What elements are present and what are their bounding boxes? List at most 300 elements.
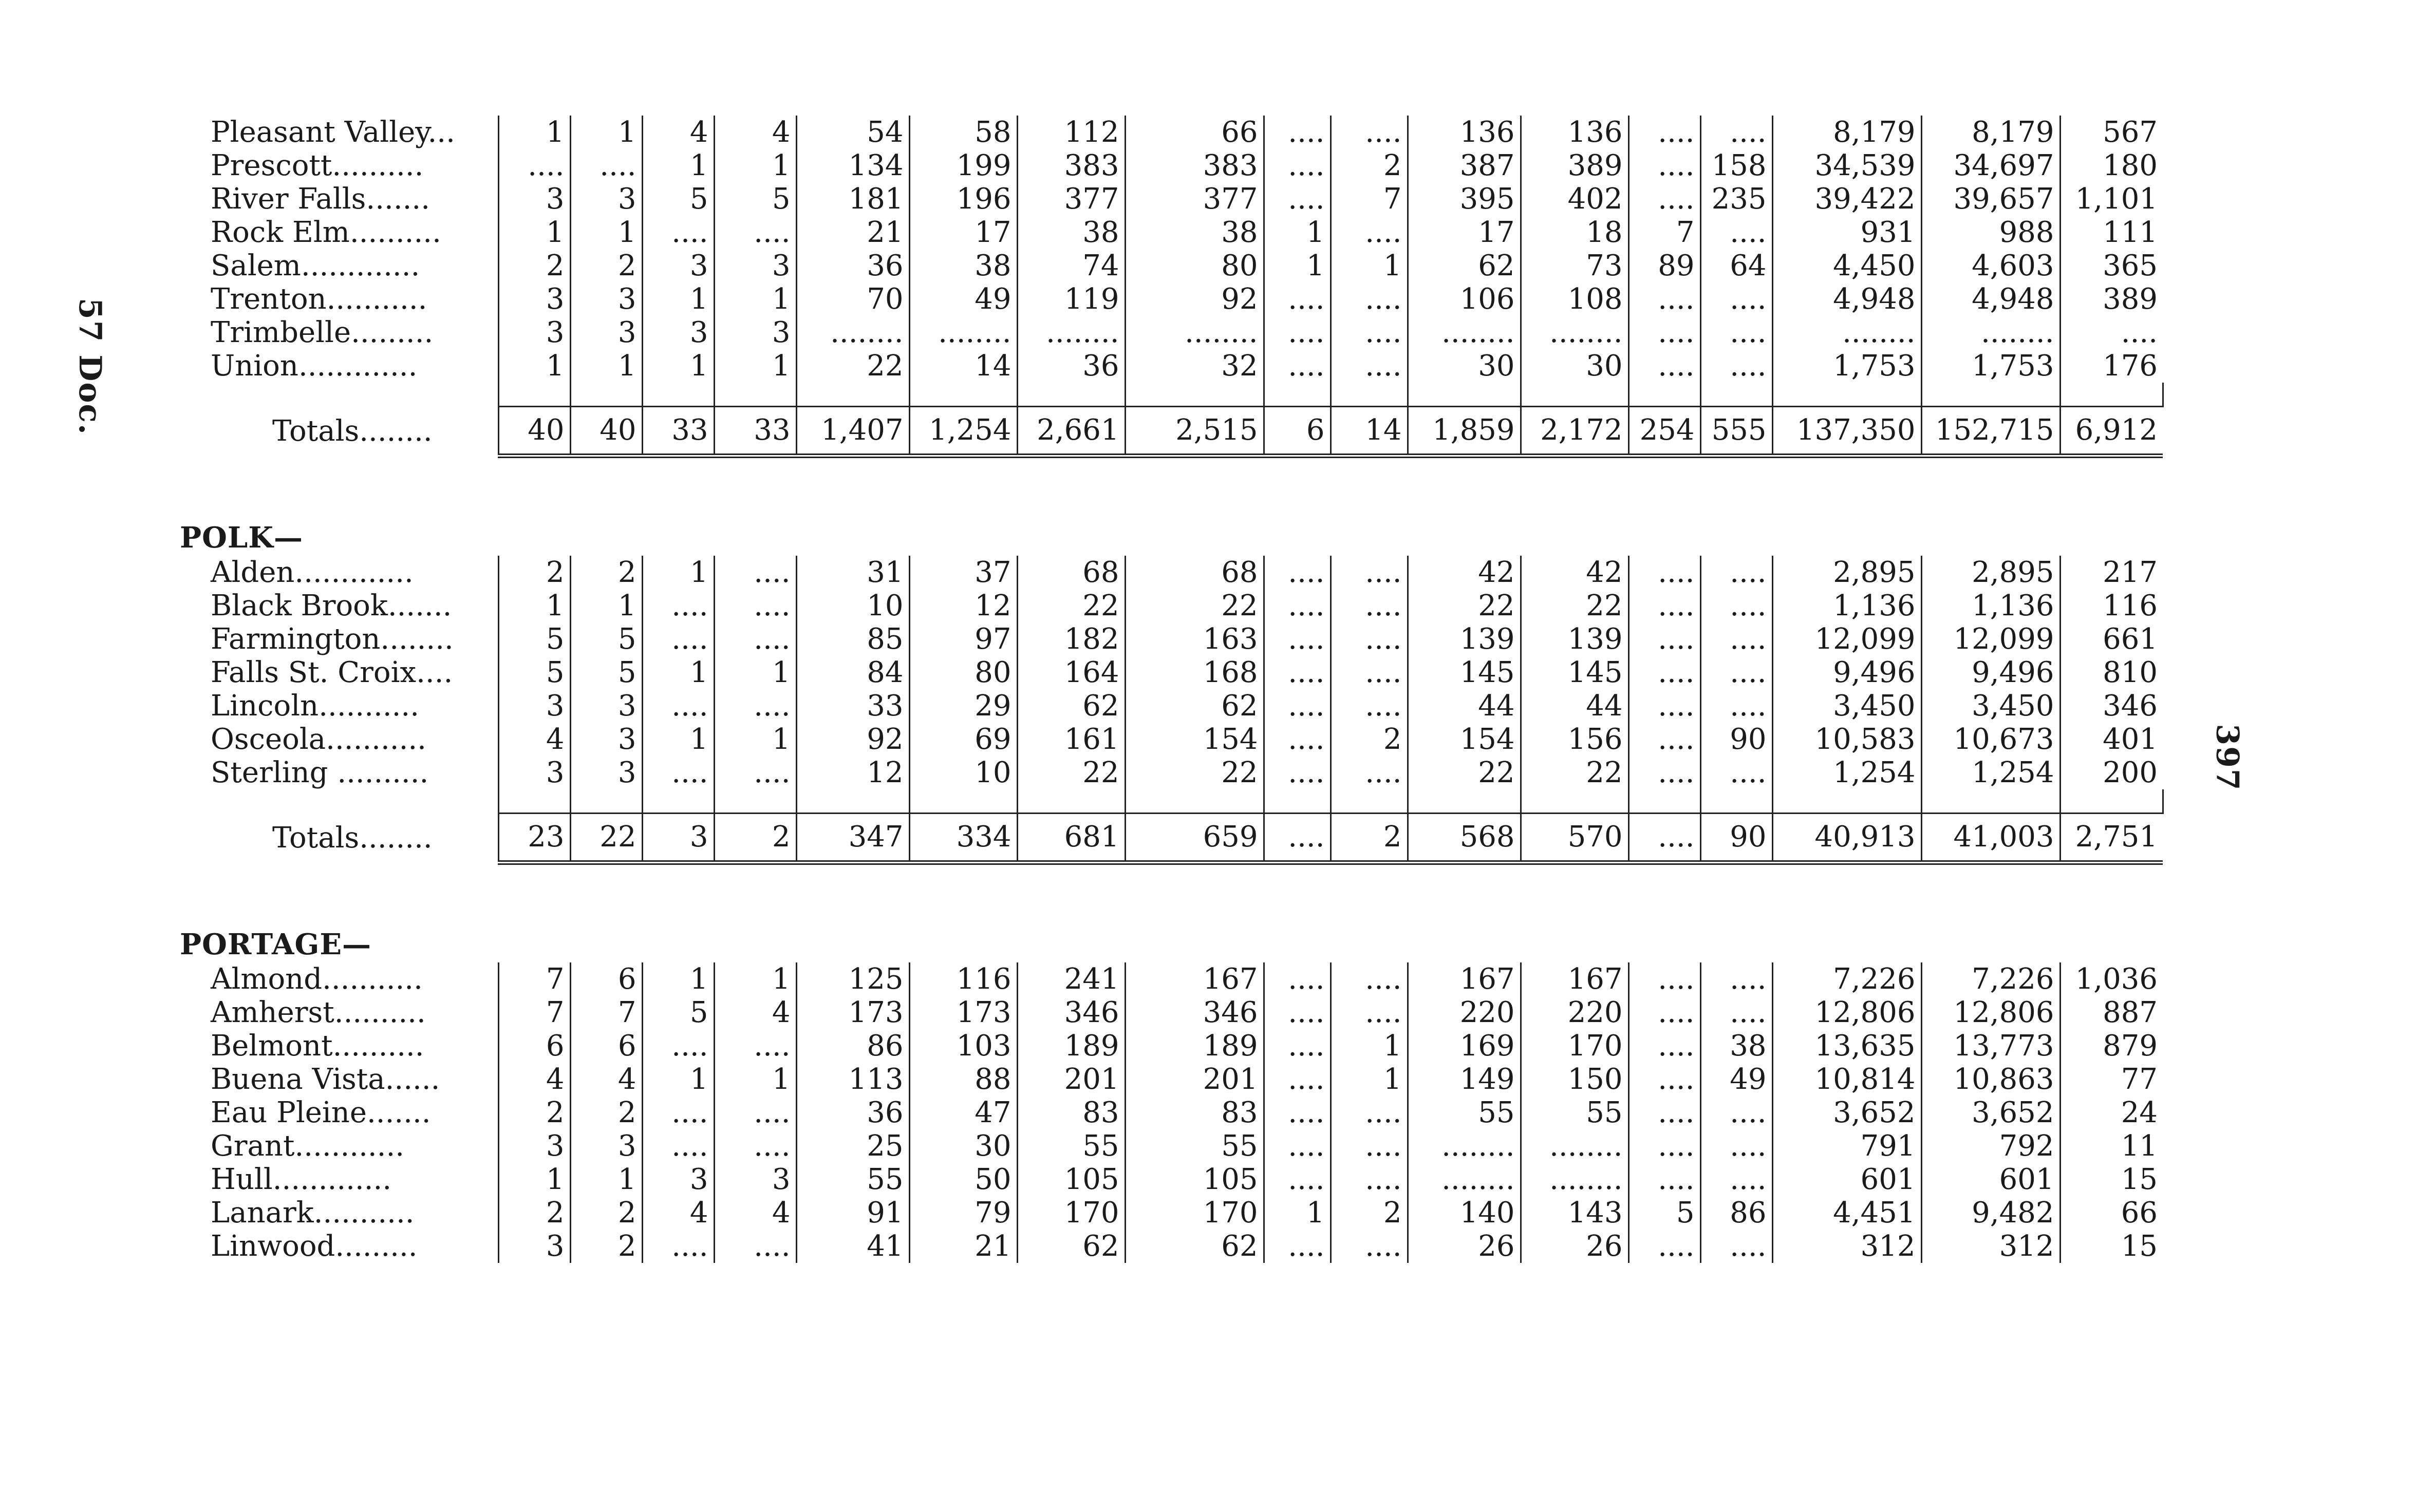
table-cell: 136: [1408, 116, 1521, 149]
table-cell: ....: [1700, 756, 1772, 789]
table-cell: [909, 383, 1017, 407]
table-cell: [714, 789, 796, 814]
table-cell: ....: [1700, 622, 1772, 656]
table-cell: 111: [2103, 216, 2158, 249]
table-cell: [1017, 789, 1125, 814]
table-cell: 38: [1700, 1029, 1772, 1063]
table-row-label: Union.............: [170, 349, 498, 383]
table-cell: [796, 789, 909, 814]
table-cell: ....: [1264, 622, 1331, 656]
table-cell: 1: [714, 282, 796, 316]
table-cell: [909, 789, 1017, 814]
table-cell: 4,450: [1772, 249, 1921, 282]
table-cell: ....: [1331, 349, 1408, 383]
table-cell: 55: [796, 1163, 909, 1196]
table-cell: ....: [1628, 814, 1700, 863]
table-cell: 167: [1125, 962, 1264, 996]
table-cell: 108: [1521, 282, 1628, 316]
table-cell: 3,652: [1921, 1096, 2060, 1129]
table-cell: [1700, 863, 1772, 927]
table-cell: 34,539: [1772, 149, 1921, 182]
table-cell: ....: [1264, 1129, 1331, 1163]
table-cell: 139: [1521, 622, 1628, 656]
table-row-label: Belmont..........: [170, 1029, 498, 1063]
table-cell: 36: [796, 249, 909, 282]
table-cell: ....: [1264, 814, 1331, 863]
table-cell: 168: [1125, 656, 1264, 689]
table-cell: 145: [1408, 656, 1521, 689]
table-cell: 1: [714, 962, 796, 996]
table-cell: 6,912: [2060, 407, 2163, 456]
table-cell: [1331, 863, 1408, 927]
table-cell: ....: [1331, 216, 1408, 249]
table-cell: ....: [1264, 589, 1331, 622]
table-cell: 69: [909, 723, 1017, 756]
table-cell: 86: [1700, 1196, 1772, 1230]
table-cell: 4: [498, 723, 570, 756]
table-cell: 116: [2103, 589, 2158, 622]
table-cell: ....: [1700, 316, 1772, 349]
table-cell: 79: [909, 1196, 1017, 1230]
table-cell: 365: [2103, 249, 2158, 282]
table-row: [170, 182, 2163, 216]
table-cell: 38: [909, 249, 1017, 282]
table-cell: 3: [498, 316, 570, 349]
table-cell: 23: [498, 814, 570, 863]
table-cell: 1,036: [2075, 962, 2158, 996]
table-row-label: Alden.............: [170, 556, 498, 589]
table-cell: 12,099: [1921, 622, 2060, 656]
table-cell: 143: [1521, 1196, 1628, 1230]
table-cell: 136: [1521, 116, 1628, 149]
table-cell: 681: [1017, 814, 1125, 863]
table-cell: [796, 383, 909, 407]
table-row: [170, 656, 2163, 689]
table-cell: [1125, 383, 1264, 407]
table-cell: 173: [909, 996, 1017, 1029]
table-cell: 402: [1521, 182, 1628, 216]
table-cell: 4: [498, 1063, 570, 1096]
table-cell: ....: [1700, 1163, 1772, 1196]
table-cell: 40: [570, 407, 642, 456]
table-cell: 5: [714, 182, 796, 216]
table-row-label: Black Brook.......: [170, 589, 498, 622]
table-cell: 3: [498, 282, 570, 316]
table-row: [170, 1196, 2163, 1230]
table-cell: ....: [1264, 282, 1331, 316]
table-cell: [570, 789, 642, 814]
table-cell: [498, 789, 570, 814]
table-cell: 84: [796, 656, 909, 689]
heading-filler: [498, 520, 2163, 556]
table-cell: 4: [570, 1063, 642, 1096]
table-cell: 2: [1331, 723, 1408, 756]
table-cell: 54: [796, 116, 909, 149]
table-cell: ....: [714, 556, 796, 589]
table-row: [170, 282, 2163, 316]
table-cell: [909, 456, 1017, 520]
table-cell: 5: [570, 656, 642, 689]
table-cell: 395: [1408, 182, 1521, 216]
table-cell: 3,652: [1772, 1096, 1921, 1129]
table-cell: 21: [909, 1230, 1017, 1263]
side-page-number: 397: [2209, 724, 2245, 791]
table-cell: 7: [1331, 182, 1408, 216]
totals-row: [170, 814, 2163, 863]
table-cell: 8,179: [1772, 116, 1921, 149]
table-cell: ........: [1408, 1163, 1521, 1196]
table-cell: 40: [498, 407, 570, 456]
table-cell: 1,254: [909, 407, 1017, 456]
table-cell: 1: [570, 116, 642, 149]
table-cell: 1: [642, 282, 714, 316]
table-cell: [1408, 383, 1521, 407]
table-cell: ........: [1772, 316, 1921, 349]
table-cell: [1521, 383, 1628, 407]
table-cell: 2,751: [2060, 814, 2163, 863]
table-row-label: Salem.............: [170, 249, 498, 282]
table-cell: 389: [1521, 149, 1628, 182]
table-cell: 22: [1017, 589, 1125, 622]
table-cell: ....: [1700, 556, 1772, 589]
table-cell: 1: [570, 1163, 642, 1196]
table-cell: 220: [1408, 996, 1521, 1029]
table-cell: ....: [1628, 349, 1700, 383]
table-cell: 167: [1521, 962, 1628, 996]
table-cell: [1521, 863, 1628, 927]
table-cell: 152,715: [1921, 407, 2060, 456]
table-cell: 555: [1700, 407, 1772, 456]
table-cell: [1408, 456, 1521, 520]
table-cell: ....: [1264, 656, 1331, 689]
table-cell: 12: [909, 589, 1017, 622]
table-cell: 80: [909, 656, 1017, 689]
table-cell: ....: [1264, 316, 1331, 349]
table-cell: 1: [714, 149, 796, 182]
table-cell: 83: [1125, 1096, 1264, 1129]
table-cell: ....: [498, 149, 570, 182]
table-cell: 346: [1125, 996, 1264, 1029]
table-cell: ....: [1264, 756, 1331, 789]
table-cell: 1,407: [796, 407, 909, 456]
table-cell: 55: [1408, 1096, 1521, 1129]
table-cell: ....: [642, 622, 714, 656]
table-cell: [1700, 456, 1772, 520]
side-doc-label: 57 Doc.: [72, 298, 108, 436]
table-cell: ....: [1264, 1063, 1331, 1096]
table-cell: 50: [909, 1163, 1017, 1196]
table-cell: ....: [1628, 1096, 1700, 1129]
table-cell: 4,948: [1921, 282, 2060, 316]
table-cell: ........: [1408, 1129, 1521, 1163]
table-cell: ....: [1700, 656, 1772, 689]
totals-row-label: Totals........: [170, 814, 498, 863]
table-cell: [1331, 383, 1408, 407]
table-cell: 1: [1331, 249, 1408, 282]
table-cell: 154: [1408, 723, 1521, 756]
table-cell: 2: [498, 1096, 570, 1129]
table-cell: 21: [796, 216, 909, 249]
table-cell: 6: [570, 1029, 642, 1063]
table-cell: ....: [642, 1230, 714, 1263]
table-cell: ....: [1331, 589, 1408, 622]
table-cell: ........: [1521, 1163, 1628, 1196]
table-cell: 661: [2103, 622, 2158, 656]
table-cell: 5: [498, 622, 570, 656]
table-cell: 41,003: [1921, 814, 2060, 863]
table-cell: ....: [1331, 1163, 1408, 1196]
table-cell: [2060, 789, 2163, 814]
table-cell: ....: [2121, 316, 2158, 349]
table-cell: 189: [1125, 1029, 1264, 1063]
table-cell: 1: [498, 216, 570, 249]
table-cell: ....: [1628, 996, 1700, 1029]
table-cell: 90: [1700, 814, 1772, 863]
table-row: [170, 116, 2163, 149]
table-cell: 26: [1521, 1230, 1628, 1263]
table-cell: 91: [796, 1196, 909, 1230]
table-cell: 5: [1628, 1196, 1700, 1230]
table-cell: [714, 383, 796, 407]
table-cell: 6: [498, 1029, 570, 1063]
table-cell: 9,496: [1921, 656, 2060, 689]
table-cell: ....: [1331, 1096, 1408, 1129]
table-cell: [1017, 863, 1125, 927]
table-cell: 12,806: [1921, 996, 2060, 1029]
table-cell: 334: [909, 814, 1017, 863]
table-cell: ....: [714, 1230, 796, 1263]
table-cell: 1: [498, 589, 570, 622]
table-cell: [1772, 863, 1921, 927]
table-cell: 2,172: [1521, 407, 1628, 456]
table-cell: 25: [796, 1129, 909, 1163]
table-cell: ....: [1331, 1129, 1408, 1163]
table-row-label: Lanark...........: [170, 1196, 498, 1230]
table-cell: 62: [1125, 689, 1264, 723]
table-cell: [1408, 789, 1521, 814]
table-row: [170, 316, 2163, 349]
table-cell: 22: [1521, 589, 1628, 622]
table-cell: ....: [1628, 1029, 1700, 1063]
table-row-label: Falls St. Croix....: [170, 656, 498, 689]
table-cell: 66: [1125, 116, 1264, 149]
table-cell: ....: [1628, 622, 1700, 656]
table-cell: 106: [1408, 282, 1521, 316]
table-cell: 254: [1628, 407, 1700, 456]
row-gap-label: [170, 789, 498, 814]
table-row-label: Prescott..........: [170, 149, 498, 182]
table-cell: 389: [2103, 282, 2158, 316]
table-cell: 988: [1921, 216, 2060, 249]
table-cell: 346: [2103, 689, 2158, 723]
table-cell: 3,450: [1772, 689, 1921, 723]
table-cell: 36: [1017, 349, 1125, 383]
table-cell: 2: [570, 1196, 642, 1230]
table-cell: ....: [1628, 149, 1700, 182]
table-row-label: Grant............: [170, 1129, 498, 1163]
table-row: [170, 1096, 2163, 1129]
table-cell: [498, 383, 570, 407]
table-cell: 37: [909, 556, 1017, 589]
table-cell: 7,226: [1772, 962, 1921, 996]
table-cell: ........: [796, 316, 909, 349]
table-cell: 2,661: [1017, 407, 1125, 456]
table-row-label: Farmington........: [170, 622, 498, 656]
table-cell: 3,450: [1921, 689, 2060, 723]
table-cell: ....: [1628, 1063, 1700, 1096]
table-cell: 3: [642, 1163, 714, 1196]
table-cell: 10: [909, 756, 1017, 789]
table-cell: ........: [1408, 316, 1521, 349]
table-cell: 42: [1408, 556, 1521, 589]
table-cell: ....: [1700, 282, 1772, 316]
table-cell: 163: [1125, 622, 1264, 656]
table-cell: ....: [1700, 589, 1772, 622]
table-row: [170, 249, 2163, 282]
table-cell: 149: [1408, 1063, 1521, 1096]
table-cell: 377: [1125, 182, 1264, 216]
table-cell: 5: [570, 622, 642, 656]
table-cell: 2: [498, 249, 570, 282]
table-cell: 2: [570, 1096, 642, 1129]
table-cell: ....: [1264, 1163, 1331, 1196]
table-cell: 3: [498, 1129, 570, 1163]
table-cell: 3: [570, 1129, 642, 1163]
table-cell: [909, 863, 1017, 927]
table-row: [170, 689, 2163, 723]
table-cell: ....: [1264, 1096, 1331, 1129]
table-cell: 17: [1408, 216, 1521, 249]
table-cell: 199: [909, 149, 1017, 182]
table-cell: 4: [642, 116, 714, 149]
table-cell: 1: [642, 723, 714, 756]
table-cell: ....: [642, 216, 714, 249]
table-row-label: Lincoln...........: [170, 689, 498, 723]
table-cell: [1017, 456, 1125, 520]
table-cell: 189: [1017, 1029, 1125, 1063]
table-cell: 44: [1408, 689, 1521, 723]
table-cell: [642, 863, 714, 927]
table-cell: 2: [1331, 814, 1408, 863]
table-cell: [570, 863, 642, 927]
table-cell: [1331, 789, 1408, 814]
table-cell: 62: [1017, 689, 1125, 723]
table-cell: 97: [909, 622, 1017, 656]
table-cell: ....: [1700, 996, 1772, 1029]
table-cell: 1: [1264, 216, 1331, 249]
table-cell: 30: [1521, 349, 1628, 383]
table-cell: 1,859: [1408, 407, 1521, 456]
table-cell: 2: [1331, 1196, 1408, 1230]
table-row: [170, 962, 2163, 996]
table-cell: 1,136: [1772, 589, 1921, 622]
section-gap-label: [170, 863, 498, 927]
table-cell: ....: [1628, 1230, 1700, 1263]
table-row-label: River Falls.......: [170, 182, 498, 216]
table-row-label: Pleasant Valley...: [170, 116, 498, 149]
table-cell: 62: [1408, 249, 1521, 282]
table-cell: 68: [1017, 556, 1125, 589]
table-cell: 22: [1125, 589, 1264, 622]
table-cell: 9,482: [1921, 1196, 2060, 1230]
table-cell: 26: [1408, 1230, 1521, 1263]
table-cell: 14: [1331, 407, 1408, 456]
table-cell: 13,773: [1921, 1029, 2060, 1063]
table-cell: 44: [1521, 689, 1628, 723]
table-cell: [1521, 789, 1628, 814]
table-cell: [1264, 383, 1331, 407]
table-cell: ....: [1628, 556, 1700, 589]
table-row-label: Hull.............: [170, 1163, 498, 1196]
table-cell: 347: [796, 814, 909, 863]
table-cell: 88: [909, 1063, 1017, 1096]
table-cell: [642, 383, 714, 407]
table-cell: 5: [642, 996, 714, 1029]
table-cell: 30: [1408, 349, 1521, 383]
table-cell: ....: [1700, 1096, 1772, 1129]
table-cell: [570, 456, 642, 520]
table-cell: 7: [498, 962, 570, 996]
table-cell: 1: [1331, 1029, 1408, 1063]
table-cell: ....: [1331, 622, 1408, 656]
table-cell: [2060, 456, 2163, 520]
table-cell: 1: [642, 1063, 714, 1096]
table-cell: 3: [570, 689, 642, 723]
table-cell: 1,254: [1921, 756, 2060, 789]
table-cell: ....: [714, 689, 796, 723]
table-cell: ....: [714, 216, 796, 249]
table-row-label: Linwood.........: [170, 1230, 498, 1263]
table-cell: ....: [714, 756, 796, 789]
table-cell: 161: [1017, 723, 1125, 756]
table-cell: 1,101: [2075, 182, 2158, 216]
table-cell: 2: [1331, 149, 1408, 182]
table-cell: 105: [1017, 1163, 1125, 1196]
table-row-label: Sterling ..........: [170, 756, 498, 789]
table-cell: 14: [909, 349, 1017, 383]
table-cell: 792: [1921, 1129, 2060, 1163]
table-cell: 137,350: [1772, 407, 1921, 456]
table-cell: 1: [570, 589, 642, 622]
table-cell: 6: [570, 962, 642, 996]
table-cell: 92: [796, 723, 909, 756]
table-cell: 1: [642, 962, 714, 996]
table-row: [170, 756, 2163, 789]
table-cell: 2,515: [1125, 407, 1264, 456]
table-row: [170, 349, 2163, 383]
table-cell: 22: [1017, 756, 1125, 789]
table-cell: 170: [1017, 1196, 1125, 1230]
table-cell: 77: [2121, 1063, 2158, 1096]
table-cell: ....: [1628, 1163, 1700, 1196]
table-cell: ....: [1700, 689, 1772, 723]
table-cell: 68: [1125, 556, 1264, 589]
table-cell: [714, 456, 796, 520]
table-cell: ....: [1628, 1129, 1700, 1163]
table-cell: 3: [498, 689, 570, 723]
table-cell: [1628, 456, 1700, 520]
table-cell: 7: [498, 996, 570, 1029]
table-cell: ....: [1331, 756, 1408, 789]
table-cell: 167: [1408, 962, 1521, 996]
table-cell: 659: [1125, 814, 1264, 863]
table-cell: 1: [714, 723, 796, 756]
table-cell: 119: [1017, 282, 1125, 316]
table-cell: 85: [796, 622, 909, 656]
table-cell: 10,814: [1772, 1063, 1921, 1096]
table-cell: 73: [1521, 249, 1628, 282]
table-cell: 2: [570, 556, 642, 589]
